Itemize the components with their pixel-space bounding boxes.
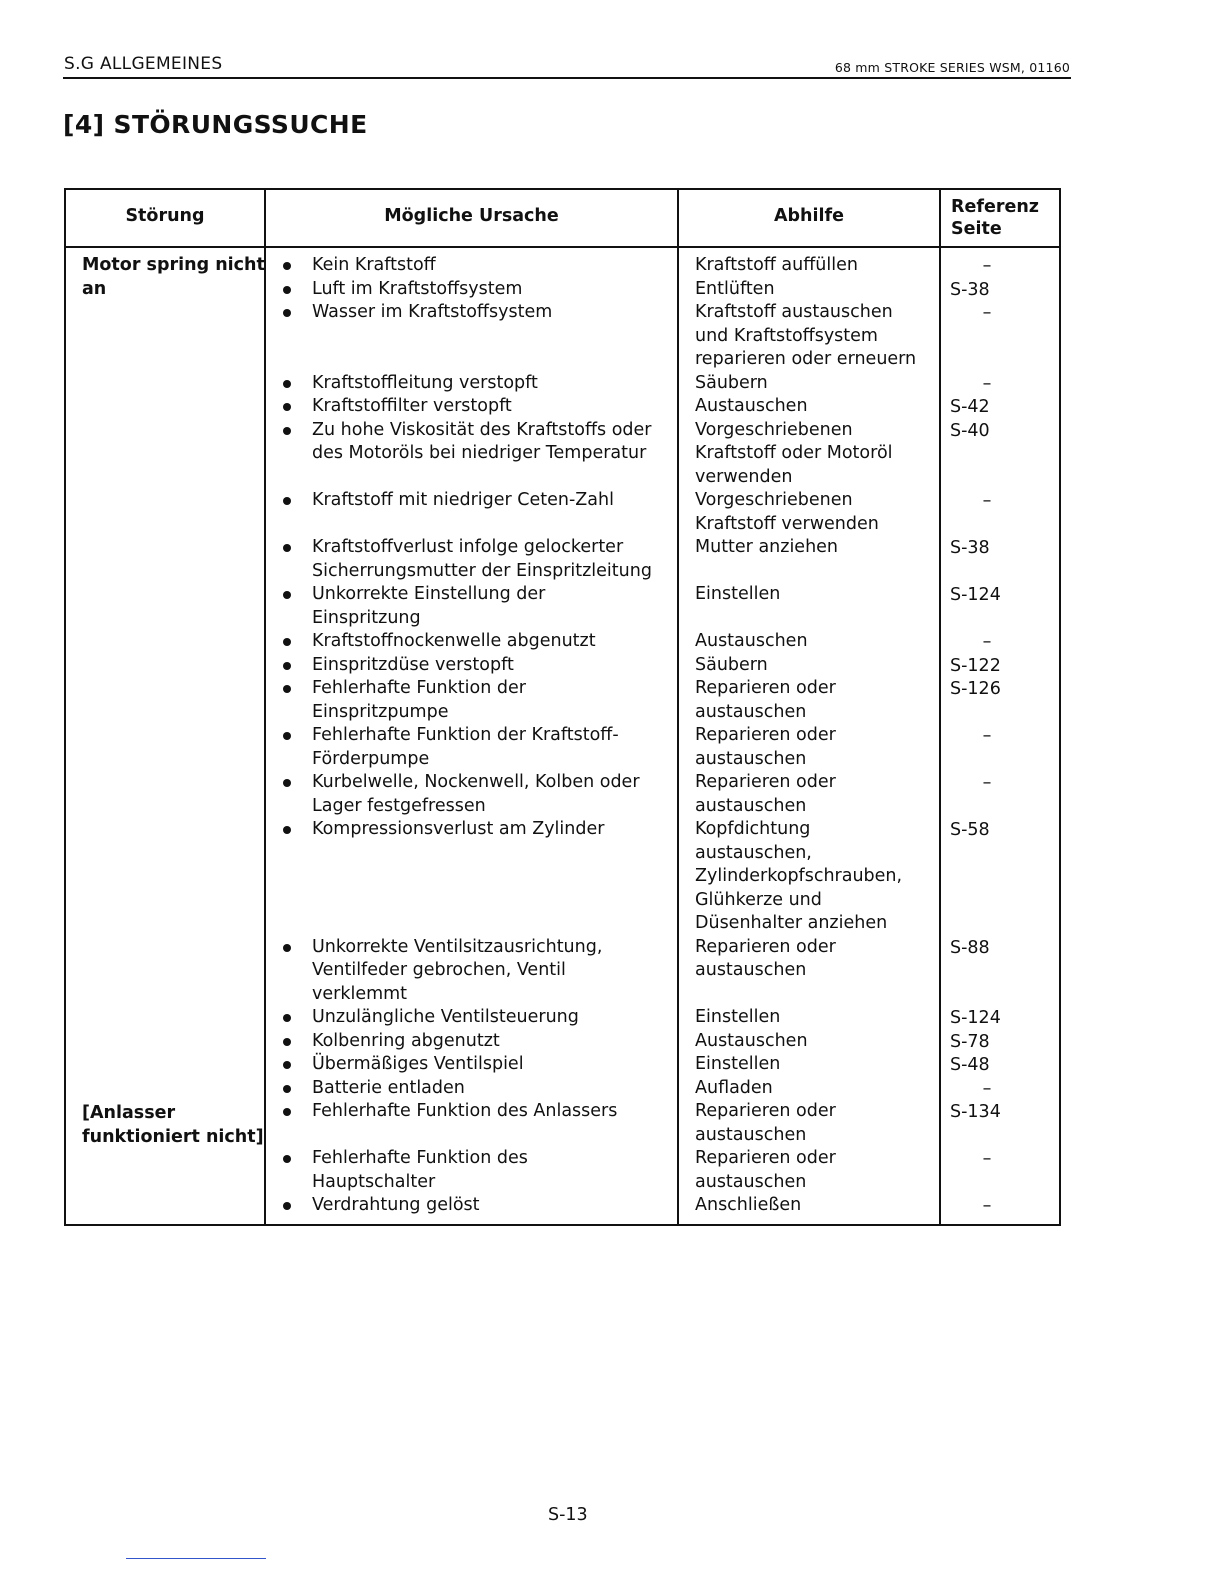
bullet-icon xyxy=(283,779,291,787)
reference-page: S-38 xyxy=(950,538,990,558)
problem-anlasser-line1: [Anlasser xyxy=(82,1103,176,1123)
remedy-text: Anschließen xyxy=(695,1195,802,1215)
remedy-text: Austauschen xyxy=(695,396,808,416)
remedy-text: austauschen xyxy=(695,1124,807,1145)
cause-text: Unkorrekte Einstellung der xyxy=(312,584,546,604)
bullet-icon xyxy=(283,638,291,646)
remedy-text: Düsenhalter anziehen xyxy=(695,913,888,933)
cause-text: Unkorrekte Ventilsitzausrichtung, xyxy=(312,936,603,957)
remedy-text: Kopfdichtung xyxy=(695,819,811,839)
cause-text: verklemmt xyxy=(312,983,408,1004)
cause-text: Zu hohe Viskosität des Kraftstoffs oder xyxy=(312,419,652,440)
header-rule xyxy=(63,77,1071,79)
reference-page: – xyxy=(982,303,992,323)
reference-page: – xyxy=(982,726,992,746)
reference-page: S-134 xyxy=(950,1102,1001,1122)
bullet-icon xyxy=(283,286,291,294)
cause-text: Fehlerhafte Funktion des xyxy=(312,1148,528,1168)
remedy-text: austauschen xyxy=(695,748,807,769)
remedy-text: Austauschen xyxy=(695,631,808,651)
reference-page: S-122 xyxy=(950,655,1001,676)
cause-text: des Motoröls bei niedriger Temperatur xyxy=(312,443,647,463)
remedy-text: Kraftstoff auffüllen xyxy=(695,255,858,275)
problem-anlasser xyxy=(82,1102,264,1149)
remedy-text: Reparieren oder xyxy=(695,1148,836,1168)
remedy-text: Reparieren oder xyxy=(695,725,836,745)
bullet-icon xyxy=(283,1038,291,1046)
page-title: [4] STÖRUNGSSUCHE xyxy=(63,110,368,139)
cause-text: Kraftstoffleitung verstopft xyxy=(312,372,538,393)
cause-text: Kraftstoff mit niedriger Ceten-Zahl xyxy=(312,490,614,510)
cause-text: Wasser im Kraftstoffsystem xyxy=(312,302,553,322)
bullet-icon xyxy=(283,1085,291,1093)
remedy-text: Entlüften xyxy=(695,278,775,299)
remedy-text: austauschen xyxy=(695,701,807,722)
cause-text: Kolbenring abgenutzt xyxy=(312,1030,500,1051)
bullet-icon xyxy=(283,544,291,552)
reference-page: – xyxy=(982,632,992,652)
cause-text: Einspritzpumpe xyxy=(312,701,449,722)
reference-page: S-40 xyxy=(950,420,990,441)
cause-text: Fehlerhafte Funktion der xyxy=(312,678,526,698)
problem-motor xyxy=(82,254,265,301)
remedy-text: Einstellen xyxy=(695,1007,781,1027)
cause-text: Kurbelwelle, Nockenwell, Kolben oder xyxy=(312,772,640,792)
bullet-icon xyxy=(283,685,291,693)
bullet-icon xyxy=(283,1014,291,1022)
header-stoerung: Störung xyxy=(125,206,205,226)
series-label: 68 mm STROKE SERIES WSM, 01160 xyxy=(834,60,1070,75)
header-referenz xyxy=(951,196,1039,240)
remedy-text: verwenden xyxy=(695,466,793,487)
remedy-text: Reparieren oder xyxy=(695,678,836,698)
remedy-text: und Kraftstoffsystem xyxy=(695,325,878,346)
reference-page: – xyxy=(982,773,992,793)
reference-page: – xyxy=(982,373,992,394)
header-abhilfe: Abhilfe xyxy=(773,206,844,226)
bullet-icon xyxy=(283,591,291,599)
cause-text: Kraftstoffnockenwelle abgenutzt xyxy=(312,631,596,651)
bullet-icon xyxy=(283,662,291,670)
cause-text: Kraftstoffverlust infolge gelockerter xyxy=(312,537,624,557)
remedy-text: Vorgeschriebenen xyxy=(695,419,853,440)
remedy-text: austauschen xyxy=(695,1171,807,1192)
cause-text: Fehlerhafte Funktion der Kraftstoff- xyxy=(312,725,619,745)
header-divider xyxy=(66,246,1059,248)
remedy-text: austauschen xyxy=(695,795,807,816)
bullet-icon xyxy=(283,1061,291,1069)
reference-page: S-124 xyxy=(950,585,1001,605)
reference-page: S-38 xyxy=(950,279,990,300)
cause-text: Förderpumpe xyxy=(312,748,430,769)
troubleshooting-table xyxy=(64,188,1061,1226)
remedy-text: Aufladen xyxy=(695,1077,773,1098)
bullet-icon xyxy=(283,1108,291,1116)
bullet-icon xyxy=(283,944,291,952)
column-divider xyxy=(677,190,679,1224)
problem-motor-line1: Motor spring nicht xyxy=(82,255,265,275)
reference-page: – xyxy=(982,1196,992,1216)
bullet-icon xyxy=(283,380,291,388)
bullet-icon xyxy=(283,309,291,317)
cause-text: Einspritzdüse verstopft xyxy=(312,654,514,675)
remedy-text: Glühkerze und xyxy=(695,889,822,910)
header-ursache: Mögliche Ursache xyxy=(384,206,559,226)
cause-text: Verdrahtung gelöst xyxy=(312,1195,480,1215)
cause-text: Unzulängliche Ventilsteuerung xyxy=(312,1007,579,1027)
cause-text: Fehlerhafte Funktion des Anlassers xyxy=(312,1101,618,1121)
remedy-text: Zylinderkopfschrauben, xyxy=(695,866,903,886)
reference-page: S-88 xyxy=(950,937,990,958)
reference-page: S-78 xyxy=(950,1031,990,1052)
bullet-icon xyxy=(283,732,291,740)
bullet-icon xyxy=(283,497,291,505)
bullet-icon xyxy=(283,826,291,834)
reference-page: – xyxy=(982,256,992,276)
cause-text: Ventilfeder gebrochen, Ventil xyxy=(312,960,566,980)
remedy-text: austauschen, xyxy=(695,842,812,863)
remedy-text: Reparieren oder xyxy=(695,1101,836,1121)
cause-text: Kein Kraftstoff xyxy=(312,255,436,275)
reference-page: S-58 xyxy=(950,820,990,840)
cause-text: Luft im Kraftstoffsystem xyxy=(312,278,523,299)
cause-text: Übermäßiges Ventilspiel xyxy=(312,1054,524,1074)
remedy-text: reparieren oder erneuern xyxy=(695,349,917,369)
remedy-text: Säubern xyxy=(695,372,768,393)
bullet-icon xyxy=(283,1202,291,1210)
cause-text: Batterie entladen xyxy=(312,1077,465,1098)
bullet-icon xyxy=(283,1155,291,1163)
cause-text: Sicherrungsmutter der Einspritzleitung xyxy=(312,560,652,581)
column-divider xyxy=(264,190,266,1224)
footer-link-line xyxy=(126,1558,266,1559)
remedy-text: Einstellen xyxy=(695,584,781,604)
remedy-text: Austauschen xyxy=(695,1030,808,1051)
column-divider xyxy=(939,190,941,1224)
reference-page: S-42 xyxy=(950,397,990,417)
cause-text: Hauptschalter xyxy=(312,1171,436,1192)
reference-page: S-126 xyxy=(950,679,1001,699)
bullet-icon xyxy=(283,427,291,435)
cause-text: Lager festgefressen xyxy=(312,795,486,816)
remedy-text: Kraftstoff verwenden xyxy=(695,513,879,534)
reference-page: – xyxy=(982,1149,992,1169)
header-referenz-line1: Referenz xyxy=(951,197,1039,217)
header-referenz-line2: Seite xyxy=(951,219,1002,239)
remedy-text: Kraftstoff austauschen xyxy=(695,302,893,322)
remedy-text: Säubern xyxy=(695,654,768,675)
reference-page: S-48 xyxy=(950,1055,990,1075)
remedy-text: austauschen xyxy=(695,960,807,980)
remedy-text: Kraftstoff oder Motoröl xyxy=(695,443,893,463)
cause-text: Kraftstoffilter verstopft xyxy=(312,396,512,416)
section-heading: S.G ALLGEMEINES xyxy=(64,54,223,74)
remedy-text: Vorgeschriebenen xyxy=(695,490,853,510)
remedy-text: Reparieren oder xyxy=(695,936,836,957)
cause-text: Einspritzung xyxy=(312,607,421,628)
remedy-text: Mutter anziehen xyxy=(695,537,839,557)
reference-page: – xyxy=(982,491,992,511)
problem-motor-line2: an xyxy=(82,278,107,299)
bullet-icon xyxy=(283,403,291,411)
page-number: S-13 xyxy=(548,1505,588,1525)
problem-anlasser-line2: funktioniert nicht] xyxy=(82,1126,264,1147)
cause-text: Kompressionsverlust am Zylinder xyxy=(312,819,605,839)
reference-page: – xyxy=(982,1078,992,1099)
bullet-icon xyxy=(283,262,291,270)
remedy-text: Reparieren oder xyxy=(695,772,836,792)
remedy-text: Einstellen xyxy=(695,1054,781,1074)
reference-page: S-124 xyxy=(950,1008,1001,1028)
